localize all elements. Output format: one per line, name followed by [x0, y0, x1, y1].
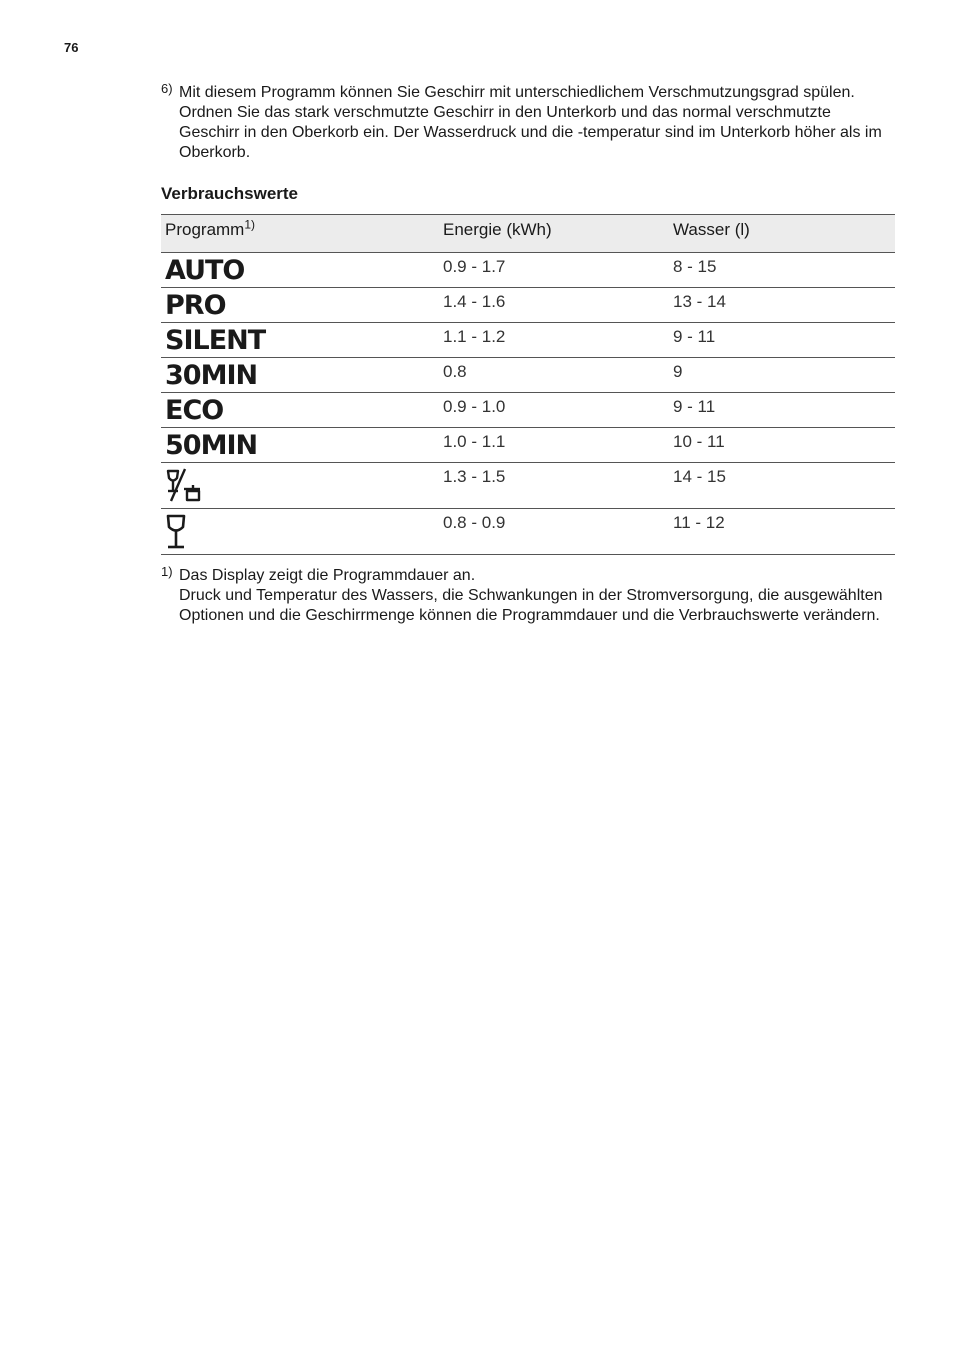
energy-value: 0.8 — [443, 362, 467, 381]
program-label: 30MIN — [165, 360, 258, 391]
footnote-mark: 1) — [161, 564, 173, 579]
energy-value: 1.3 - 1.5 — [443, 467, 506, 486]
energy-value: 0.9 - 1.0 — [443, 397, 506, 416]
footnote-mark: 6) — [161, 81, 173, 96]
page-number: 76 — [64, 40, 79, 55]
table-row — [161, 288, 895, 323]
table-header-row — [161, 215, 895, 253]
energy-value: 1.0 - 1.1 — [443, 432, 506, 451]
footnote-text-2: Druck und Temperatur des Wassers, die Schwankungen in der Stromversorgung, die ausgewählten Optionen und die Geschirrmenge können die Programmdauer und die Verbrauchswerte verändern. — [179, 587, 883, 624]
consumption-table — [161, 214, 895, 555]
water-value: 13 - 14 — [673, 292, 726, 311]
program-label: ECO — [165, 395, 224, 426]
energy-value: 1.4 - 1.6 — [443, 292, 506, 311]
footnote-text: Das Display zeigt die Programmdauer an. — [179, 567, 476, 584]
table-row — [161, 463, 895, 509]
water-value: 11 - 12 — [673, 513, 725, 532]
table-row — [161, 509, 895, 555]
water-value: 9 - 11 — [673, 397, 716, 416]
water-value: 9 - 11 — [673, 327, 716, 346]
footnote-text: Mit diesem Programm können Sie Geschirr mit unterschiedlichem Verschmutzungsgrad spülen. Ordnen Sie das stark verschmutzte Geschirr in den Unterkorb und das normal verschmutzte Geschirr in den Oberkorb ein. Der Wasserdruck und die -temperatur sind im Unterkorb höher als im Oberkorb. — [179, 84, 882, 161]
water-value: 10 - 11 — [673, 432, 725, 451]
footnote-6 — [161, 83, 891, 163]
header-program-label: Programm — [165, 220, 245, 239]
energy-value: 1.1 - 1.2 — [443, 327, 506, 346]
table-row — [161, 393, 895, 428]
wine-glass-icon — [165, 513, 435, 551]
header-water: Wasser (l) — [669, 215, 895, 253]
water-value: 9 — [673, 362, 683, 381]
table-row — [161, 428, 895, 463]
header-energy: Energie (kWh) — [439, 215, 669, 253]
glass-and-pot-icon — [165, 467, 435, 505]
energy-value: 0.9 - 1.7 — [443, 257, 506, 276]
table-row — [161, 358, 895, 393]
table-row — [161, 253, 895, 288]
water-value: 14 - 15 — [673, 467, 726, 486]
energy-value: 0.8 - 0.9 — [443, 513, 506, 532]
program-label: SILENT — [165, 325, 266, 356]
program-label: PRO — [165, 290, 226, 321]
header-program-footnote-mark: 1) — [244, 217, 256, 232]
table-row — [161, 323, 895, 358]
program-label: 50MIN — [165, 430, 258, 461]
header-program — [161, 215, 439, 253]
footnote-1 — [161, 566, 891, 626]
section-title: Verbrauchswerte — [161, 184, 299, 203]
program-label: AUTO — [165, 255, 245, 286]
water-value: 8 - 15 — [673, 257, 717, 276]
